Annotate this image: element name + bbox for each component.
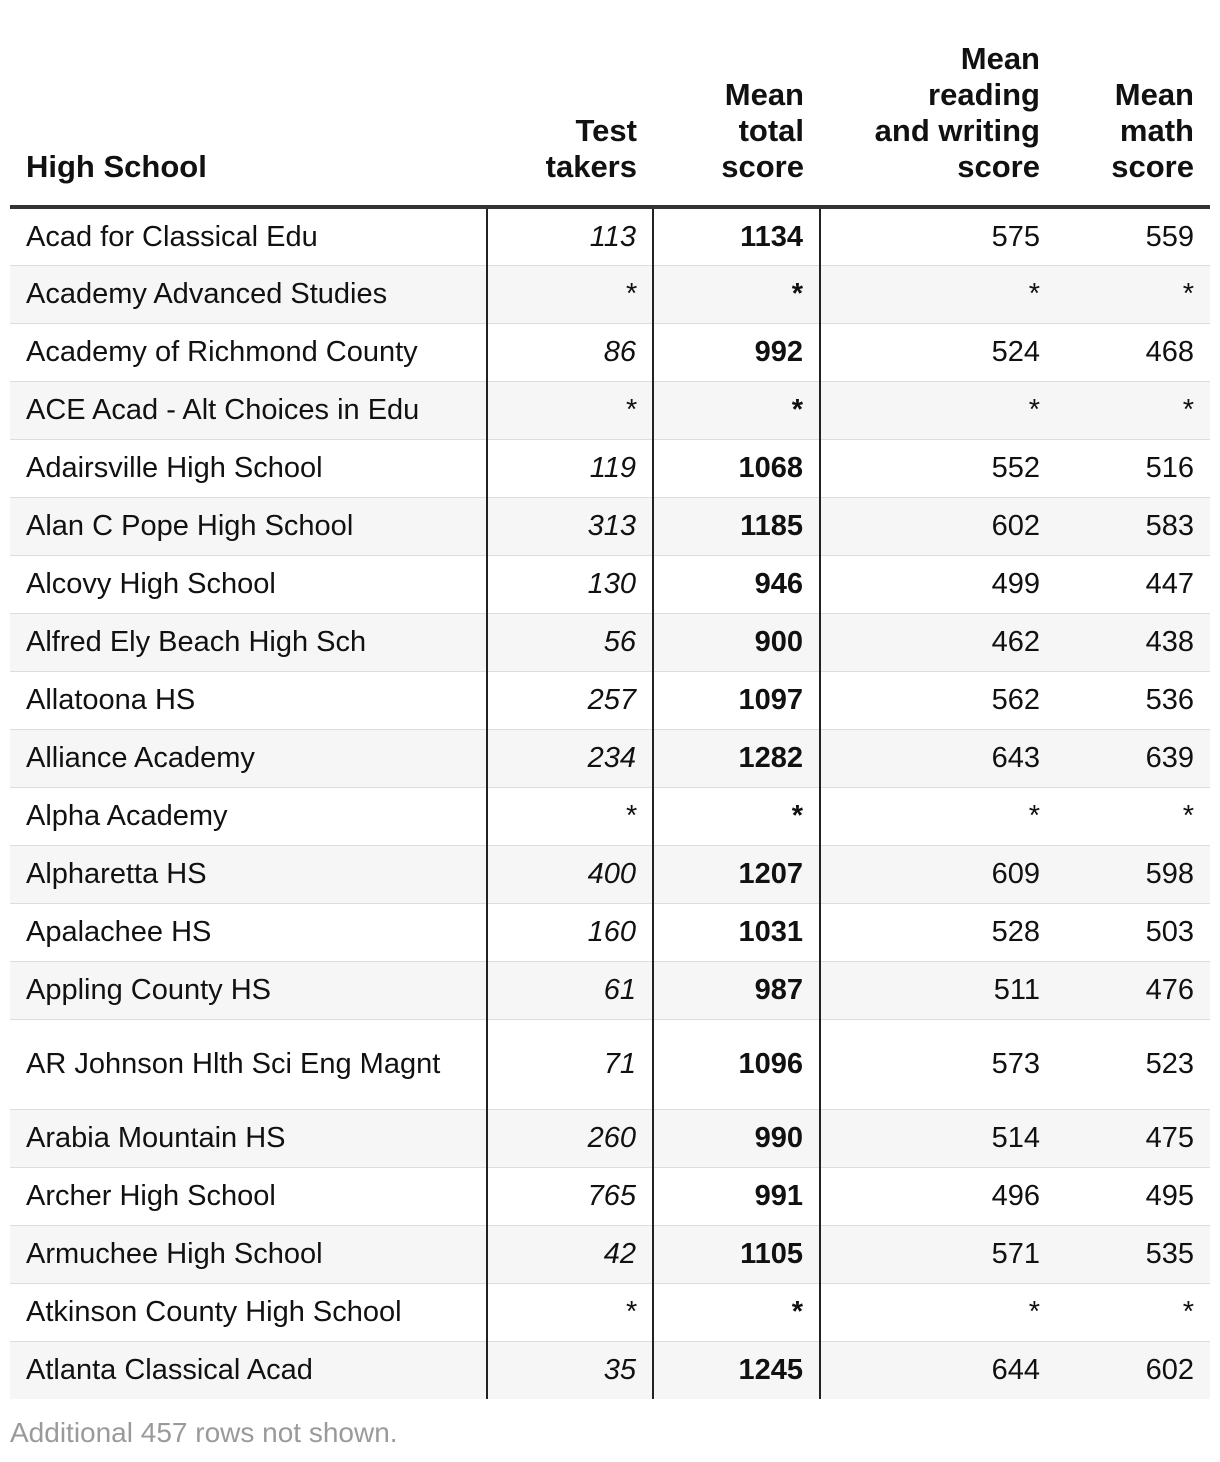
mean-math-score-cell: 475 [1056, 1109, 1210, 1167]
mean-total-score-cell: 990 [653, 1109, 820, 1167]
table-row [10, 729, 1210, 787]
school-name-cell: Atlanta Classical Acad [10, 1341, 487, 1399]
school-name-cell: Appling County HS [10, 961, 487, 1019]
test-takers-cell: * [487, 265, 653, 323]
mean-total-score-cell: 1031 [653, 903, 820, 961]
mean-math-score-cell: 583 [1056, 497, 1210, 555]
school-name-cell: Alpharetta HS [10, 845, 487, 903]
mean-reading-writing-score-cell: 643 [820, 729, 1056, 787]
school-name-cell: Arabia Mountain HS [10, 1109, 487, 1167]
mean-reading-writing-score-cell: * [820, 1283, 1056, 1341]
mean-math-score-cell: * [1056, 787, 1210, 845]
school-name-cell: Alpha Academy [10, 787, 487, 845]
mean-total-score-cell: 1134 [653, 207, 820, 265]
test-takers-cell: 260 [487, 1109, 653, 1167]
school-name-cell: Acad for Classical Edu [26, 220, 318, 253]
mean-total-score-cell: 1185 [653, 497, 820, 555]
mean-reading-writing-score-cell: 573 [820, 1019, 1056, 1109]
table-row [10, 381, 1210, 439]
table-row [10, 439, 1210, 497]
column-header-high-school [10, 0, 487, 207]
test-takers-cell: * [487, 1283, 653, 1341]
mean-reading-writing-score-cell: 571 [820, 1225, 1056, 1283]
test-takers-cell: 313 [487, 497, 653, 555]
mean-math-score-cell: 598 [1056, 845, 1210, 903]
table-row [10, 1167, 1210, 1225]
mean-total-score-cell: 1105 [653, 1225, 820, 1283]
table-row [10, 1341, 1210, 1399]
table-row [10, 265, 1210, 323]
table-row [10, 1019, 1210, 1109]
school-name-cell: AR Johnson Hlth Sci Eng Magnt [10, 1019, 487, 1109]
header-label: score [721, 149, 804, 184]
table-row [10, 1109, 1210, 1167]
table-row [10, 1283, 1210, 1341]
mean-reading-writing-score-cell: 496 [820, 1167, 1056, 1225]
mean-reading-writing-score-cell: * [820, 265, 1056, 323]
mean-math-score-cell: 535 [1056, 1225, 1210, 1283]
table-row [10, 497, 1210, 555]
table-row [10, 845, 1210, 903]
column-header-mean-reading-writing-score [820, 0, 1056, 207]
header-label: High School [26, 149, 207, 184]
test-takers-cell: 130 [487, 555, 653, 613]
test-takers-cell: 257 [487, 671, 653, 729]
mean-total-score-cell: 987 [653, 961, 820, 1019]
mean-math-score-cell: 602 [1056, 1341, 1210, 1399]
test-takers-cell: * [487, 381, 653, 439]
table-row [10, 903, 1210, 961]
mean-reading-writing-score-cell: 575 [820, 207, 1056, 265]
column-header-mean-math-score [1056, 0, 1210, 207]
header-label: score [1111, 149, 1194, 184]
mean-math-score-cell: 536 [1056, 671, 1210, 729]
mean-total-score-cell: 900 [653, 613, 820, 671]
header-label: Mean [960, 41, 1040, 76]
school-name-cell: Alliance Academy [10, 729, 487, 787]
table-row [10, 1225, 1210, 1283]
test-takers-cell: * [487, 787, 653, 845]
header-row [10, 0, 1210, 207]
school-name-cell: Apalachee HS [10, 903, 487, 961]
mean-math-score-cell: * [1056, 265, 1210, 323]
sat-scores-table [10, 0, 1210, 1399]
test-takers-cell: 765 [487, 1167, 653, 1225]
mean-total-score-cell: 991 [653, 1167, 820, 1225]
mean-total-score-cell: 1097 [653, 671, 820, 729]
school-name-cell: Alcovy High School [10, 555, 487, 613]
test-takers-cell: 61 [487, 961, 653, 1019]
mean-total-score-cell: 946 [653, 555, 820, 613]
school-name-cell: Alan C Pope High School [10, 497, 487, 555]
mean-total-score-cell: * [653, 265, 820, 323]
header-label: reading [928, 77, 1040, 112]
table-row [10, 555, 1210, 613]
mean-reading-writing-score-cell: 528 [820, 903, 1056, 961]
mean-math-score-cell: 468 [1056, 323, 1210, 381]
table-row [10, 671, 1210, 729]
test-takers-cell: 42 [487, 1225, 653, 1283]
mean-total-score-cell: * [653, 1283, 820, 1341]
mean-total-score-cell: 992 [653, 323, 820, 381]
rows-not-shown-note: Additional 457 rows not shown. [10, 1417, 398, 1448]
school-name-cell: Academy Advanced Studies [10, 265, 487, 323]
mean-total-score-cell: 1096 [653, 1019, 820, 1109]
table-row [10, 207, 1210, 265]
mean-math-score-cell: 447 [1056, 555, 1210, 613]
mean-math-score-cell: 516 [1056, 439, 1210, 497]
school-name-cell: Alfred Ely Beach High Sch [10, 613, 487, 671]
school-name-cell: Archer High School [10, 1167, 487, 1225]
mean-reading-writing-score-cell: 524 [820, 323, 1056, 381]
school-name-cell: Allatoona HS [10, 671, 487, 729]
test-takers-cell: 234 [487, 729, 653, 787]
mean-math-score-cell: * [1056, 1283, 1210, 1341]
header-label: math [1119, 113, 1194, 148]
mean-total-score-cell: * [653, 381, 820, 439]
header-label: Test [575, 113, 637, 148]
table-row [10, 787, 1210, 845]
mean-math-score-cell: * [1056, 381, 1210, 439]
mean-reading-writing-score-cell: * [820, 381, 1056, 439]
test-takers-cell: 71 [487, 1019, 653, 1109]
school-name-cell: Academy of Richmond County [10, 323, 487, 381]
test-takers-cell: 160 [487, 903, 653, 961]
header-label: score [957, 149, 1040, 184]
test-takers-cell: 400 [487, 845, 653, 903]
test-takers-cell: 119 [487, 439, 653, 497]
mean-reading-writing-score-cell: 552 [820, 439, 1056, 497]
table-body [10, 207, 1210, 1399]
mean-total-score-cell: * [653, 787, 820, 845]
header-label: total [738, 113, 804, 148]
column-header-mean-total-score [653, 0, 820, 207]
mean-reading-writing-score-cell: 644 [820, 1341, 1056, 1399]
mean-reading-writing-score-cell: 511 [820, 961, 1056, 1019]
test-takers-cell: 113 [487, 207, 653, 265]
column-header-test-takers [487, 0, 653, 207]
test-takers-cell: 35 [487, 1341, 653, 1399]
mean-math-score-cell: 523 [1056, 1019, 1210, 1109]
school-name-cell: ACE Acad - Alt Choices in Edu [10, 381, 487, 439]
school-name-cell: Armuchee High School [10, 1225, 487, 1283]
mean-math-score-cell: 639 [1056, 729, 1210, 787]
mean-math-score-cell: 438 [1056, 613, 1210, 671]
mean-math-score-cell: 559 [1145, 220, 1194, 253]
mean-math-score-cell: 503 [1056, 903, 1210, 961]
mean-total-score-cell: 1068 [653, 439, 820, 497]
table-row [10, 323, 1210, 381]
mean-reading-writing-score-cell: 514 [820, 1109, 1056, 1167]
school-name-cell: Atkinson County High School [10, 1283, 487, 1341]
test-takers-cell: 86 [487, 323, 653, 381]
mean-total-score-cell: 1245 [653, 1341, 820, 1399]
mean-reading-writing-score-cell: 462 [820, 613, 1056, 671]
mean-math-score-cell: 476 [1056, 961, 1210, 1019]
mean-reading-writing-score-cell: 562 [820, 671, 1056, 729]
header-label: takers [545, 149, 637, 184]
mean-reading-writing-score-cell: 499 [820, 555, 1056, 613]
mean-total-score-cell: 1207 [653, 845, 820, 903]
mean-math-score-cell: 495 [1056, 1167, 1210, 1225]
mean-reading-writing-score-cell: 602 [820, 497, 1056, 555]
mean-reading-writing-score-cell: * [820, 787, 1056, 845]
mean-reading-writing-score-cell: 609 [820, 845, 1056, 903]
header-label: and writing [874, 113, 1040, 148]
test-takers-cell: 56 [487, 613, 653, 671]
table-row [10, 961, 1210, 1019]
table-row [10, 613, 1210, 671]
school-name-cell: Adairsville High School [10, 439, 487, 497]
header-label: Mean [1114, 77, 1194, 112]
header-label: Mean [724, 77, 804, 112]
mean-total-score-cell: 1282 [653, 729, 820, 787]
